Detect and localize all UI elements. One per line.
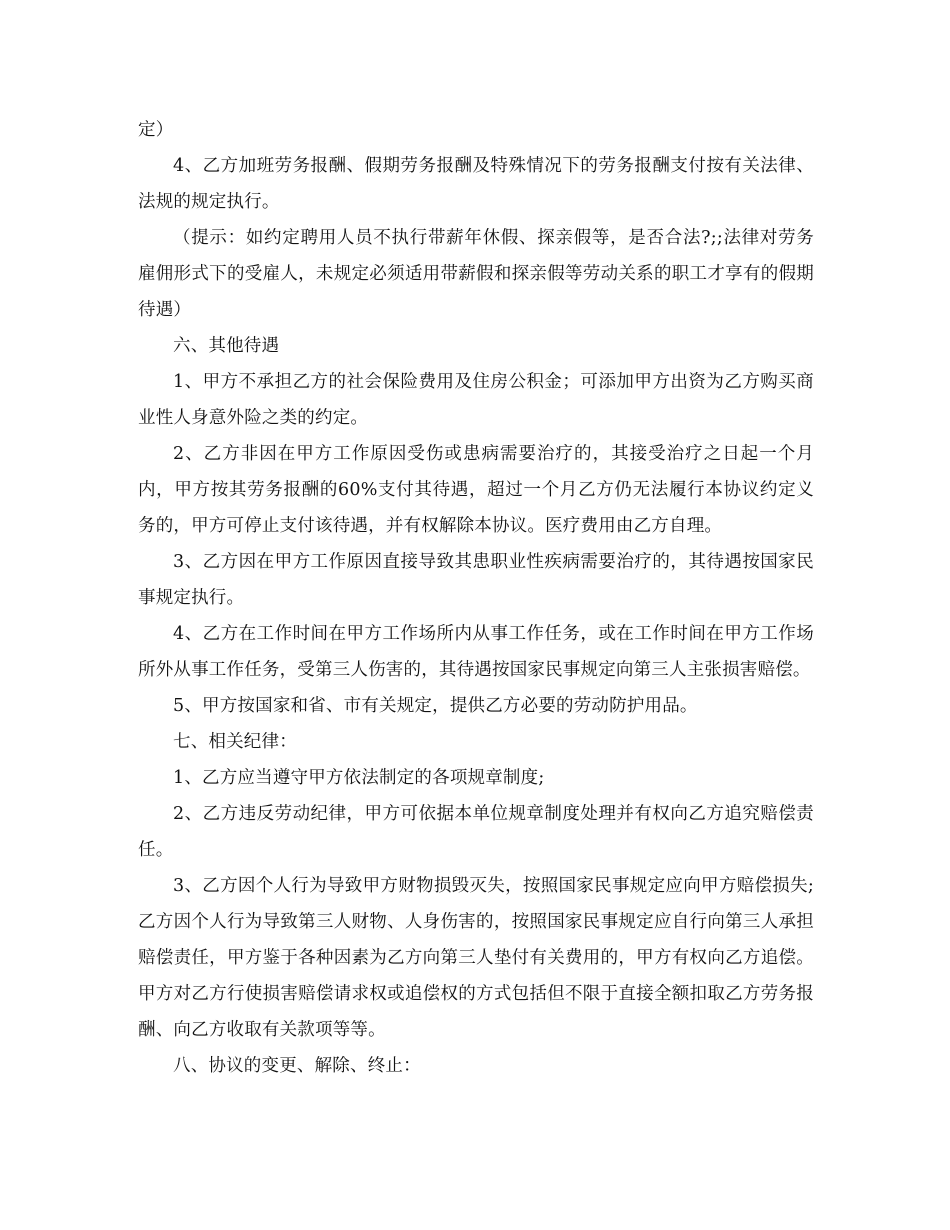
section-heading-discipline: 七、相关纪律： <box>173 732 297 752</box>
section-heading-other-benefits: 六、其他待遇 <box>173 336 280 356</box>
paragraph-6: 2、乙方非因在甲方工作原因受伤或患病需要治疗的，其接受治疗之日起一个月内，甲方按其劳务报酬的60%支付其待遇，超过一个月乙方仍无法履行本协议约定义务的，甲方可停止支付该待遇，并有权解除本协议。医疗费用由乙方自理。 <box>138 444 814 536</box>
paragraph-1: 定） <box>138 120 174 140</box>
paragraph-7: 3、乙方因在甲方工作原因直接导致其患职业性疾病需要治疗的，其待遇按国家民事规定执行。 <box>138 552 814 608</box>
paragraph-12: 2、乙方违反劳动纪律，甲方可依据本单位规章制度处理并有权向乙方追究赔偿责任。 <box>138 804 814 860</box>
paragraph-13: 3、乙方因个人行为导致甲方财物损毁灭失，按照国家民事规定应向甲方赔偿损失;乙方因个人行为导致第三人财物、人身伤害的，按照国家民事规定应自行向第三人承担赔偿责任，甲方鉴于各种因素为乙方向第三人垫付有关费用的，甲方有权向乙方追偿。甲方对乙方行使损害赔偿请求权或追偿权的方式包括但不限于直接全额扣取乙方劳务报酬、向乙方收取有关款项等等。 <box>138 876 814 1040</box>
paragraph-9: 5、甲方按国家和省、市有关规定，提供乙方必要的劳动防护用品。 <box>173 696 698 716</box>
paragraph-8: 4、乙方在工作时间在甲方工作场所内从事工作任务，或在工作时间在甲方工作场所外从事工作任务，受第三人伤害的，其待遇按国家民事规定向第三人主张损害赔偿。 <box>138 624 814 680</box>
section-heading-agreement-changes: 八、协议的变更、解除、终止： <box>173 1056 421 1076</box>
paragraph-11: 1、乙方应当遵守甲方依法制定的各项规章制度; <box>173 768 545 788</box>
document-body <box>138 112 814 1084</box>
paragraph-3: （提示：如约定聘用人员不执行带薪年休假、探亲假等，是否合法?;;法律对劳务雇佣形式下的受雇人，未规定必须适用带薪假和探亲假等劳动关系的职工才享有的假期待遇） <box>138 228 814 320</box>
paragraph-5: 1、甲方不承担乙方的社会保险费用及住房公积金；可添加甲方出资为乙方购买商业性人身意外险之类的约定。 <box>138 372 814 428</box>
paragraph-2: 4、乙方加班劳务报酬、假期劳务报酬及特殊情况下的劳务报酬支付按有关法律、法规的规定执行。 <box>138 156 814 212</box>
